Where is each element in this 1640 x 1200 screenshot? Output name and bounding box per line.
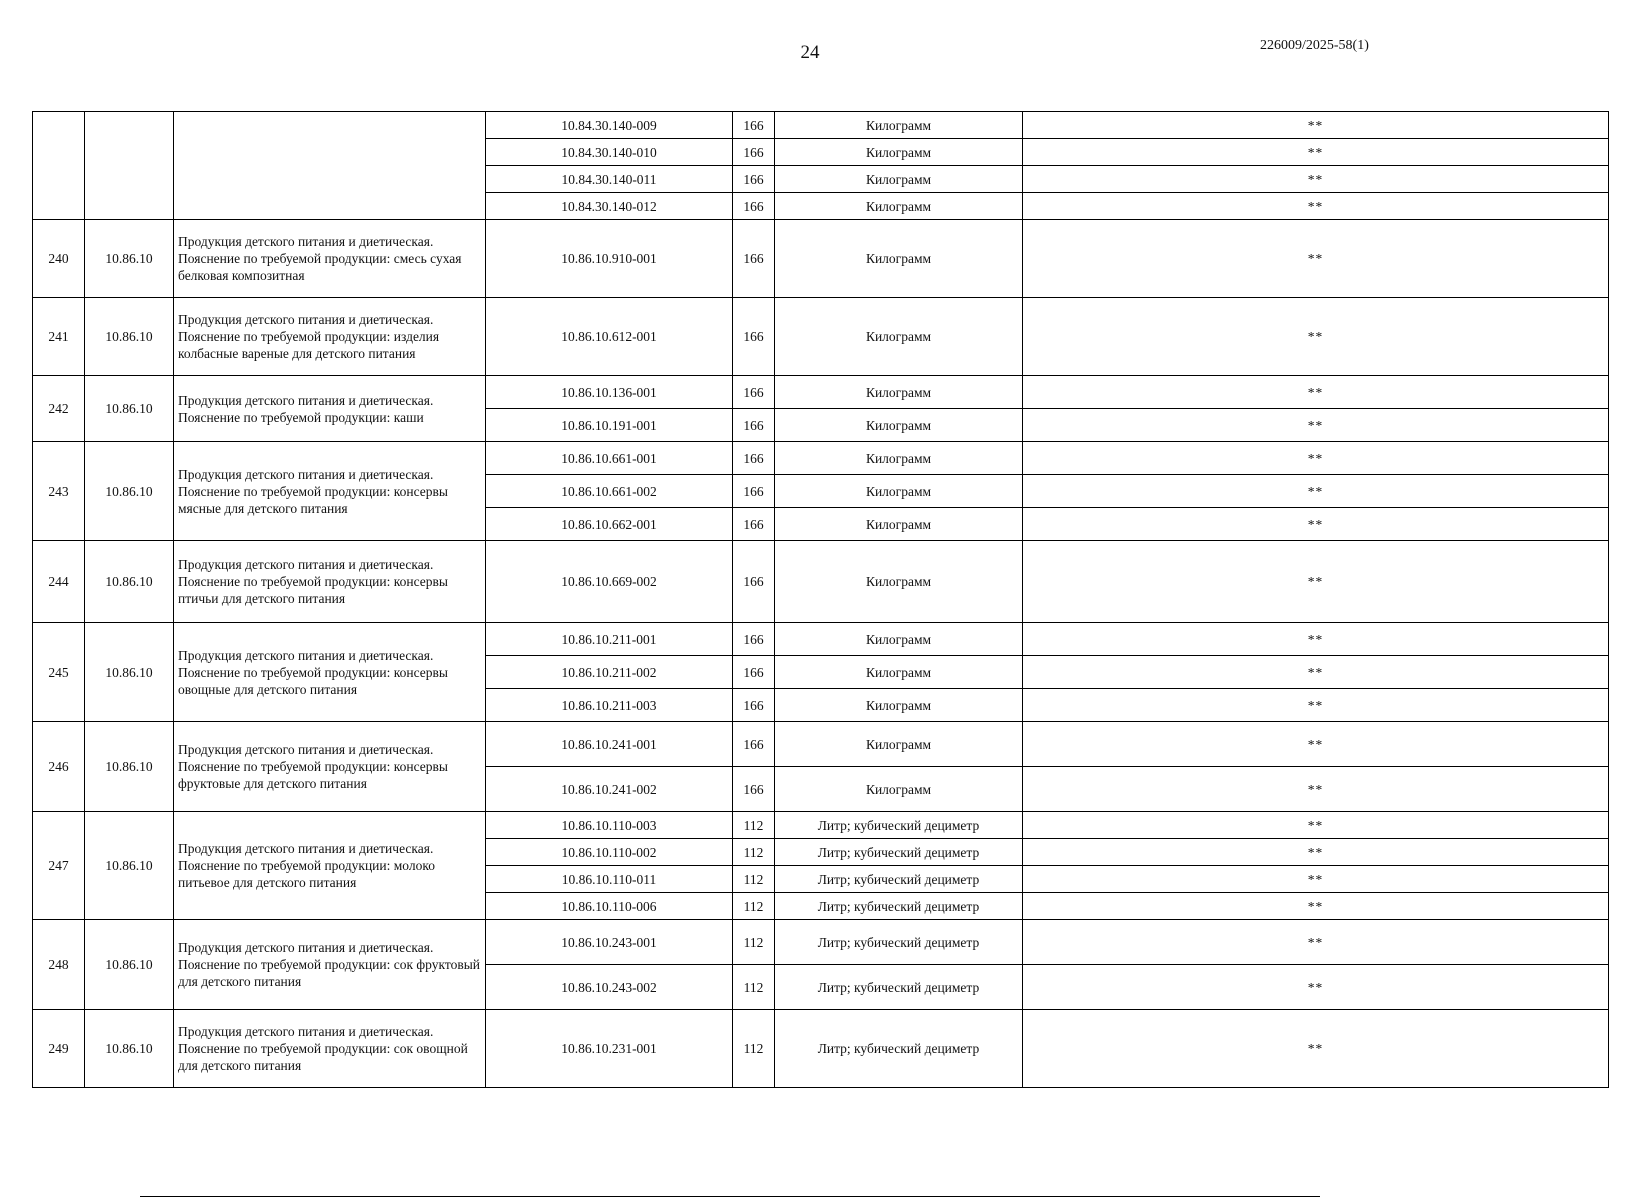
page-number: 24: [800, 42, 820, 63]
ktru-code: 10.86.10.110-003: [486, 812, 733, 839]
okpd-code: 10.86.10: [85, 812, 174, 920]
specification-table: [32, 111, 1609, 1088]
okpd-code: 10.86.10: [85, 920, 174, 1010]
quantity-cell: **: [1023, 656, 1609, 689]
quantity-cell: **: [1023, 508, 1609, 541]
okpd-code: 10.86.10: [85, 376, 174, 442]
ktru-code: 10.86.10.241-001: [486, 722, 733, 767]
okei-code: 166: [733, 376, 775, 409]
quantity-cell: **: [1023, 139, 1609, 166]
quantity-cell: **: [1023, 1010, 1609, 1088]
quantity-cell: **: [1023, 376, 1609, 409]
row-number: 247: [33, 812, 85, 920]
okpd-code: 10.86.10: [85, 298, 174, 376]
row-number: 246: [33, 722, 85, 812]
okei-code: 166: [733, 298, 775, 376]
ktru-code: 10.86.10.243-002: [486, 965, 733, 1010]
quantity-cell: **: [1023, 920, 1609, 965]
okei-code: 166: [733, 767, 775, 812]
ktru-code: 10.86.10.662-001: [486, 508, 733, 541]
quantity-cell: **: [1023, 689, 1609, 722]
document-id: 226009/2025-58(1): [1260, 38, 1369, 53]
unit-name: Килограмм: [775, 656, 1023, 689]
unit-name: Килограмм: [775, 112, 1023, 139]
table-row: [33, 722, 1609, 767]
unit-name: Литр; кубический дециметр: [775, 1010, 1023, 1088]
quantity-cell: **: [1023, 220, 1609, 298]
unit-name: Килограмм: [775, 722, 1023, 767]
table-row: [33, 112, 1609, 139]
okei-code: 166: [733, 220, 775, 298]
unit-name: Килограмм: [775, 376, 1023, 409]
unit-name: Килограмм: [775, 298, 1023, 376]
row-number: 244: [33, 541, 85, 623]
ktru-code: 10.86.10.669-002: [486, 541, 733, 623]
okei-code: 112: [733, 812, 775, 839]
okei-code: 166: [733, 442, 775, 475]
ktru-code: 10.86.10.612-001: [486, 298, 733, 376]
unit-name: Килограмм: [775, 220, 1023, 298]
okei-code: 166: [733, 166, 775, 193]
okei-code: 112: [733, 839, 775, 866]
row-number: 241: [33, 298, 85, 376]
table-row: [33, 623, 1609, 656]
row-number: 240: [33, 220, 85, 298]
okpd-code: 10.86.10: [85, 722, 174, 812]
ktru-code: 10.86.10.661-002: [486, 475, 733, 508]
unit-name: Килограмм: [775, 623, 1023, 656]
ktru-code: 10.86.10.191-001: [486, 409, 733, 442]
okei-code: 166: [733, 541, 775, 623]
table-row: [33, 442, 1609, 475]
row-number: 248: [33, 920, 85, 1010]
product-name: Продукция детского питания и диетическая. Пояснение по требуемой продукции: консервы фруктовые для детского питания: [174, 722, 486, 812]
product-name: Продукция детского питания и диетическая. Пояснение по требуемой продукции: каши: [174, 376, 486, 442]
quantity-cell: **: [1023, 475, 1609, 508]
quantity-cell: **: [1023, 298, 1609, 376]
okei-code: 112: [733, 866, 775, 893]
okei-code: 112: [733, 1010, 775, 1088]
quantity-cell: **: [1023, 409, 1609, 442]
unit-name: Литр; кубический дециметр: [775, 893, 1023, 920]
okpd-code: 10.86.10: [85, 1010, 174, 1088]
row-number: [33, 112, 85, 220]
row-number: 242: [33, 376, 85, 442]
quantity-cell: **: [1023, 442, 1609, 475]
okei-code: 166: [733, 656, 775, 689]
table-row: [33, 920, 1609, 965]
unit-name: Литр; кубический дециметр: [775, 866, 1023, 893]
unit-name: Литр; кубический дециметр: [775, 812, 1023, 839]
unit-name: Литр; кубический дециметр: [775, 920, 1023, 965]
ktru-code: 10.86.10.211-002: [486, 656, 733, 689]
ktru-code: 10.84.30.140-012: [486, 193, 733, 220]
okei-code: 166: [733, 722, 775, 767]
okpd-code: 10.86.10: [85, 220, 174, 298]
okei-code: 166: [733, 623, 775, 656]
ktru-code: 10.86.10.110-011: [486, 866, 733, 893]
row-number: 243: [33, 442, 85, 541]
quantity-cell: **: [1023, 812, 1609, 839]
unit-name: Килограмм: [775, 409, 1023, 442]
okpd-code: [85, 112, 174, 220]
product-name: Продукция детского питания и диетическая. Пояснение по требуемой продукции: молоко питьевое для детского питания: [174, 812, 486, 920]
quantity-cell: **: [1023, 767, 1609, 812]
okei-code: 166: [733, 475, 775, 508]
table-row: [33, 220, 1609, 298]
ktru-code: 10.84.30.140-011: [486, 166, 733, 193]
quantity-cell: **: [1023, 112, 1609, 139]
quantity-cell: **: [1023, 541, 1609, 623]
ktru-code: 10.86.10.910-001: [486, 220, 733, 298]
row-number: 245: [33, 623, 85, 722]
ktru-code: 10.86.10.211-003: [486, 689, 733, 722]
unit-name: Килограмм: [775, 689, 1023, 722]
product-name: Продукция детского питания и диетическая. Пояснение по требуемой продукции: сок фруктовый для детского питания: [174, 920, 486, 1010]
unit-name: Килограмм: [775, 442, 1023, 475]
footer-rule: [140, 1196, 1320, 1197]
okei-code: 166: [733, 409, 775, 442]
product-name: [174, 112, 486, 220]
okei-code: 166: [733, 139, 775, 166]
unit-name: Килограмм: [775, 166, 1023, 193]
table-row: [33, 376, 1609, 409]
unit-name: Килограмм: [775, 541, 1023, 623]
okei-code: 166: [733, 112, 775, 139]
ktru-code: 10.84.30.140-010: [486, 139, 733, 166]
quantity-cell: **: [1023, 623, 1609, 656]
quantity-cell: **: [1023, 839, 1609, 866]
quantity-cell: **: [1023, 166, 1609, 193]
okei-code: 166: [733, 689, 775, 722]
ktru-code: 10.86.10.110-006: [486, 893, 733, 920]
okei-code: 166: [733, 193, 775, 220]
quantity-cell: **: [1023, 722, 1609, 767]
table-row: [33, 541, 1609, 623]
product-name: Продукция детского питания и диетическая. Пояснение по требуемой продукции: консервы овощные для детского питания: [174, 623, 486, 722]
product-name: Продукция детского питания и диетическая. Пояснение по требуемой продукции: консервы мясные для детского питания: [174, 442, 486, 541]
quantity-cell: **: [1023, 193, 1609, 220]
product-name: Продукция детского питания и диетическая. Пояснение по требуемой продукции: сок овощной для детского питания: [174, 1010, 486, 1088]
quantity-cell: **: [1023, 893, 1609, 920]
ktru-code: 10.84.30.140-009: [486, 112, 733, 139]
product-name: Продукция детского питания и диетическая. Пояснение по требуемой продукции: консервы птичьи для детского питания: [174, 541, 486, 623]
ktru-code: 10.86.10.241-002: [486, 767, 733, 812]
unit-name: Литр; кубический дециметр: [775, 965, 1023, 1010]
okpd-code: 10.86.10: [85, 442, 174, 541]
ktru-code: 10.86.10.110-002: [486, 839, 733, 866]
okei-code: 112: [733, 920, 775, 965]
unit-name: Литр; кубический дециметр: [775, 839, 1023, 866]
unit-name: Килограмм: [775, 193, 1023, 220]
ktru-code: 10.86.10.243-001: [486, 920, 733, 965]
table-row: [33, 812, 1609, 839]
quantity-cell: **: [1023, 965, 1609, 1010]
quantity-cell: **: [1023, 866, 1609, 893]
row-number: 249: [33, 1010, 85, 1088]
ktru-code: 10.86.10.136-001: [486, 376, 733, 409]
unit-name: Килограмм: [775, 767, 1023, 812]
ktru-code: 10.86.10.661-001: [486, 442, 733, 475]
ktru-code: 10.86.10.231-001: [486, 1010, 733, 1088]
okei-code: 112: [733, 893, 775, 920]
ktru-code: 10.86.10.211-001: [486, 623, 733, 656]
okei-code: 166: [733, 508, 775, 541]
table-row: [33, 298, 1609, 376]
okpd-code: 10.86.10: [85, 623, 174, 722]
table-row: [33, 1010, 1609, 1088]
product-name: Продукция детского питания и диетическая. Пояснение по требуемой продукции: смесь сухая белковая композитная: [174, 220, 486, 298]
okpd-code: 10.86.10: [85, 541, 174, 623]
unit-name: Килограмм: [775, 475, 1023, 508]
okei-code: 112: [733, 965, 775, 1010]
unit-name: Килограмм: [775, 139, 1023, 166]
product-name: Продукция детского питания и диетическая. Пояснение по требуемой продукции: изделия колбасные вареные для детского питания: [174, 298, 486, 376]
unit-name: Килограмм: [775, 508, 1023, 541]
